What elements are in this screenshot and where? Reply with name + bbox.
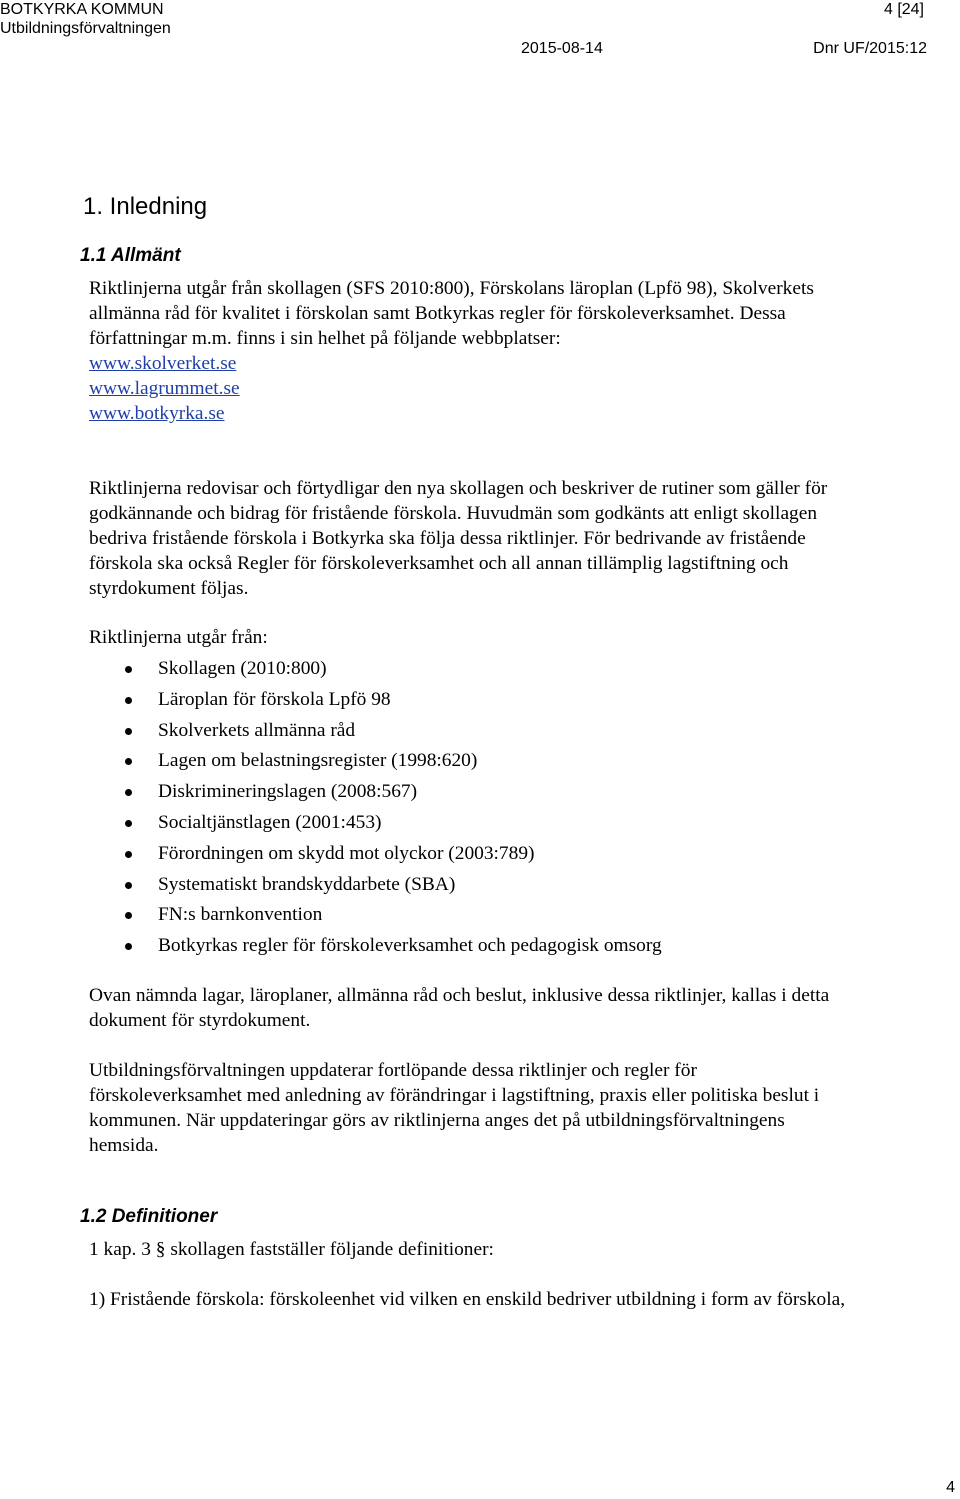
bullet-icon <box>125 943 132 950</box>
list-item: Systematiskt brandskyddarbete (SBA) <box>89 870 889 901</box>
list-item: Förordningen om skydd mot olyckor (2003:789) <box>89 839 889 870</box>
header-date: 2015-08-14 <box>521 40 603 57</box>
header-dept: Utbildningsförvaltningen <box>0 20 171 37</box>
bullet-icon <box>125 851 132 858</box>
footer-page-number: 4 <box>946 1479 955 1496</box>
list-item: Diskrimineringslagen (2008:567) <box>89 777 889 808</box>
header-page-indicator: 4 [24] <box>883 1 924 18</box>
bullet-icon <box>125 666 132 673</box>
list-item: Lagen om belastningsregister (1998:620) <box>89 746 889 777</box>
bullet-icon <box>125 789 132 796</box>
bullet-icon <box>125 728 132 735</box>
link-lagrummet[interactable]: www.lagrummet.se <box>89 378 240 399</box>
definitions-intro: 1 kap. 3 § skollagen fastställer följande definitioner: <box>89 1239 494 1260</box>
subsection-heading-definitioner: 1.2 Definitioner <box>80 1206 218 1227</box>
list-item: Skollagen (2010:800) <box>89 654 889 685</box>
link-skolverket[interactable]: www.skolverket.se <box>89 353 237 374</box>
source-list <box>89 654 889 962</box>
list-item: Skolverkets allmänna råd <box>89 716 889 747</box>
guidelines-paragraph: Riktlinjerna redovisar och förtydligar den nya skollagen och beskriver de rutiner som gäller för godkännande och bidrag för fristående förskola. Huvudmän som godkänts att enligt skollagen bedriva fristående förskola i Botkyrka ska följa dessa riktlinjer. För bedrivande av fristående förskola ska också Regler för förskoleverksamhet och all annan tillämplig lagstiftning och styrdokument följas. <box>89 478 828 599</box>
list-item: Läroplan för förskola Lpfö 98 <box>89 685 889 716</box>
update-paragraph: Utbildningsförvaltningen uppdaterar fortlöpande dessa riktlinjer och regler för förskoleverksamhet med anledning av förändringar i lagstiftning, praxis eller politiska beslut i kommunen. När uppdateringar görs av riktlinjerna anges det på utbildningsförvaltningens hemsida. <box>89 1060 820 1156</box>
bullet-icon <box>125 697 132 704</box>
list-item: FN:s barnkonvention <box>89 900 889 931</box>
bullet-icon <box>125 912 132 919</box>
definition-1: 1) Fristående förskola: förskoleenhet vid vilken en enskild bedriver utbildning i form av förskola, <box>89 1289 846 1310</box>
section-heading: 1. Inledning <box>83 193 208 220</box>
bullet-icon <box>125 820 132 827</box>
link-botkyrka[interactable]: www.botkyrka.se <box>89 403 225 424</box>
header-org: BOTKYRKA KOMMUN <box>0 1 164 18</box>
list-item: Botkyrkas regler för förskoleverksamhet och pedagogisk omsorg <box>89 931 889 962</box>
intro-paragraph: Riktlinjerna utgår från skollagen (SFS 2010:800), Förskolans läroplan (Lpfö 98), Skolverkets allmänna råd för kvalitet i förskolan samt Botkyrkas regler för förskoleverksamhet. Dessa författningar m.m. finns i sin helhet på följande webbplatser: <box>89 278 814 349</box>
list-intro: Riktlinjerna utgår från: <box>89 627 268 648</box>
list-item: Socialtjänstlagen (2001:453) <box>89 808 889 839</box>
header-dnr: Dnr UF/2015:12 <box>813 40 927 57</box>
styrdokument-paragraph: Ovan nämnda lagar, läroplaner, allmänna råd och beslut, inklusive dessa riktlinjer, kallas i detta dokument för styrdokument. <box>89 985 830 1031</box>
bullet-icon <box>125 882 132 889</box>
bullet-icon <box>125 758 132 765</box>
subsection-heading-allmant: 1.1 Allmänt <box>80 245 181 266</box>
intro-block <box>89 276 849 426</box>
